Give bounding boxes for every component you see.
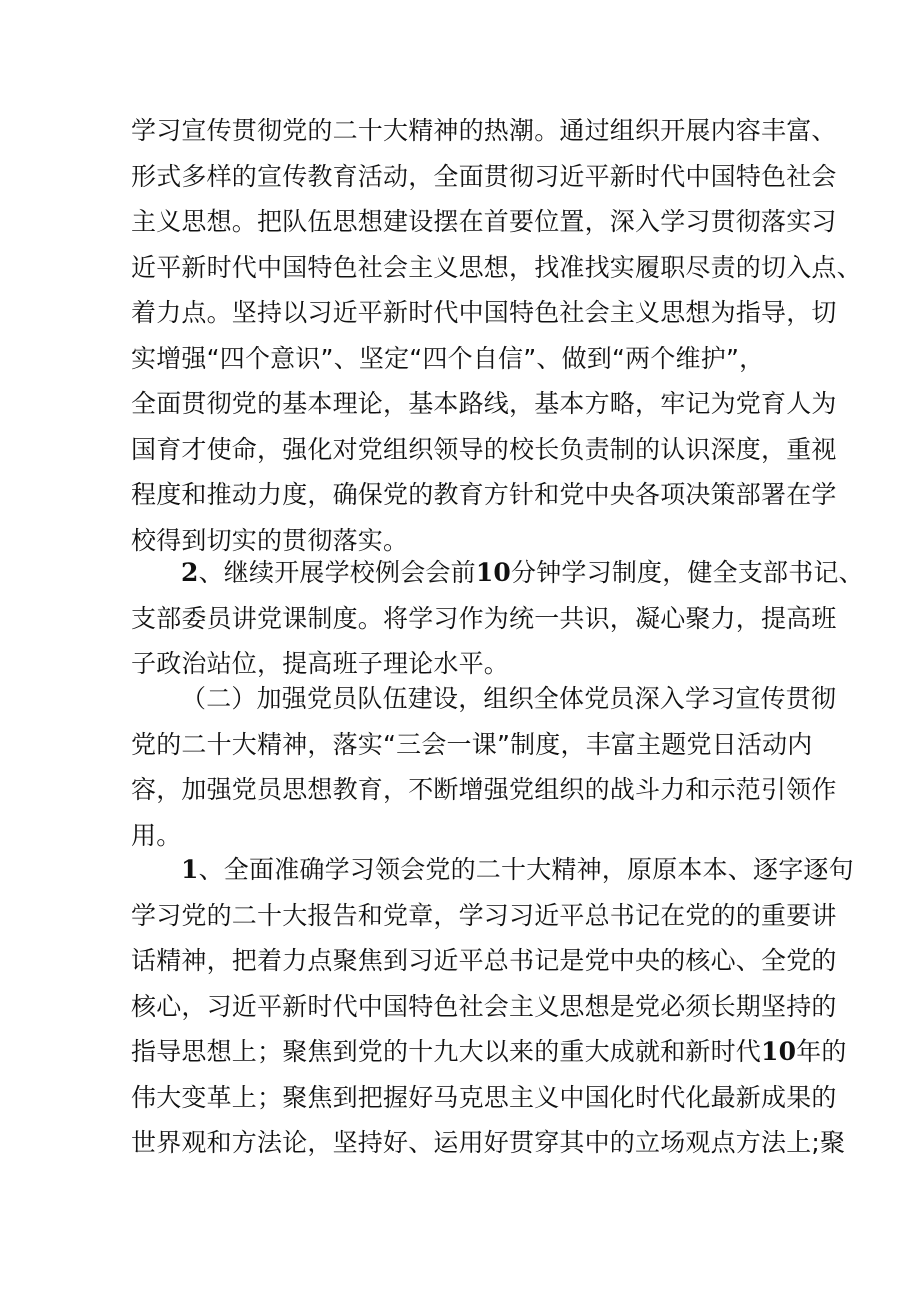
text-segment: 年的 bbox=[796, 1037, 847, 1066]
item-number: 1 bbox=[181, 855, 199, 884]
text-line: 容，加强党员思想教育，不断增强党组织的战斗力和示范引领作 bbox=[131, 775, 837, 804]
text-line: （二）加强党员队伍建设，组织全体党员深入学习宣传贯彻 bbox=[181, 684, 837, 713]
item-number: 2 bbox=[181, 558, 199, 587]
text-segment: 指导思想上；聚焦到党的十九大以来的重大成就和新时代 bbox=[131, 1037, 762, 1066]
inline-number: 10 bbox=[761, 1037, 797, 1066]
paragraph-3 bbox=[131, 676, 837, 858]
text-line: 近平新时代中国特色社会主义思想，找准找实履职尽责的切入点、 bbox=[131, 252, 862, 282]
text-line: 用。 bbox=[131, 820, 182, 850]
text-segment: 、全面准确学习领会党的二十大精神，原原本本、逐字逐句 bbox=[198, 855, 854, 884]
text-line: 国育才使命，强化对党组织领导的校长负责制的认识深度，重视 bbox=[131, 434, 837, 464]
text-line bbox=[131, 1029, 847, 1075]
text-line: 学习宣传贯彻党的二十大精神的热潮。通过组织开展内容丰富、 bbox=[131, 116, 837, 145]
text-line: 子政治站位，提高班子理论水平。 bbox=[131, 649, 510, 678]
inline-number: 10 bbox=[475, 558, 512, 587]
text-line: 着力点。坚持以习近平新时代中国特色社会主义思想为指导，切 bbox=[131, 298, 837, 327]
text-line: 世界观和方法论，坚持好、运用好贯穿其中的立场观点方法上;聚 bbox=[131, 1128, 846, 1157]
text-line: 程度和推动力度，确保党的教育方针和党中央各项决策部署在学 bbox=[131, 480, 837, 509]
paragraph-1 bbox=[131, 108, 862, 563]
text-line: 实增强“四个意识”、坚定“四个自信”、做到“两个维护”， bbox=[131, 343, 765, 373]
text-line: 全面贯彻党的基本理论，基本路线，基本方略，牢记为党育人为 bbox=[131, 389, 837, 418]
text-line bbox=[131, 847, 854, 893]
text-line: 主义思想。把队伍思想建设摆在首要位置，深入学习贯彻落实习 bbox=[131, 207, 837, 236]
text-line: 核心，习近平新时代中国特色社会主义思想是党必须长期坚持的 bbox=[131, 991, 837, 1021]
paragraph-2 bbox=[131, 550, 864, 687]
text-line: 话精神，把着力点聚焦到习近平总书记是党中央的核心、全党的 bbox=[131, 946, 837, 975]
paragraph-4 bbox=[131, 847, 854, 1166]
text-line: 伟大变革上；聚焦到把握好马克思主义中国化时代化最新成果的 bbox=[131, 1082, 837, 1112]
text-line: 形式多样的宣传教育活动，全面贯彻习近平新时代中国特色社会 bbox=[131, 161, 837, 191]
text-segment: 分钟学习制度，健全支部书记、 bbox=[511, 558, 864, 587]
text-segment: 、继续开展学校例会会前 bbox=[198, 558, 476, 587]
text-line: 党的二十大精神，落实“三会一课”制度，丰富主题党日活动内 bbox=[131, 729, 813, 759]
text-line bbox=[131, 550, 864, 596]
text-line: 支部委员讲党课制度。将学习作为统一共识，凝心聚力，提高班 bbox=[131, 603, 837, 633]
text-line: 学习党的二十大报告和党章，学习习近平总书记在党的的重要讲 bbox=[131, 900, 837, 930]
text-line: 校得到切实的贯彻落实。 bbox=[131, 525, 409, 555]
